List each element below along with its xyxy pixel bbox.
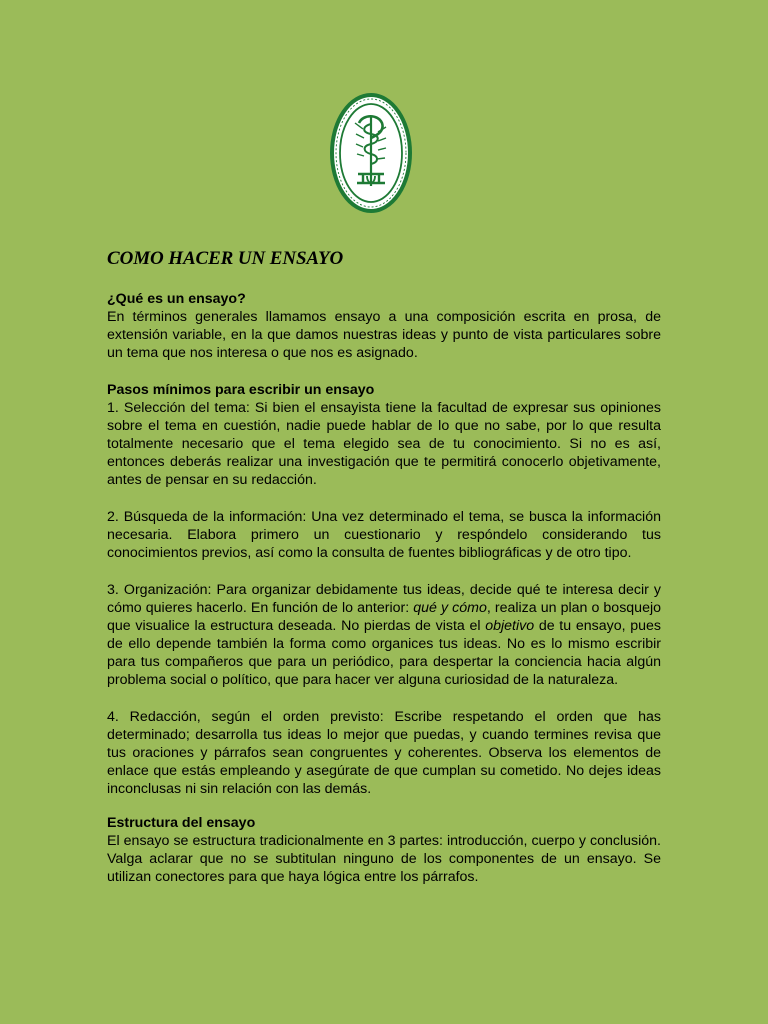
step-3-emphasis-que-y-como: qué y cómo xyxy=(413,600,487,616)
section-heading-essay-structure: Estructura del ensayo xyxy=(107,815,256,831)
step-4-paragraph: 4. Redacción, según el orden previsto: Escribe respetando el orden que has determinado; desarrolla tus ideas lo mejor que puedas, y cuando termines revisa que tus oraciones y párrafos sean congruentes y coherentes. Observa los elementos de enlace que estás empleando y asegúrate de que cumplan su cometido. No dejes ideas inconclusas ni sin relación con las demás. xyxy=(107,709,661,797)
step-3-text-part-3: de tu ensayo, pues de ello depende también la forma como organices tus ideas. No es lo mismo escribir para tus compañeros que para un periódico, para despertar la conciencia hacia algún problema social o político, que para hacer ver alguna curiosidad de la naturaleza. xyxy=(107,618,661,688)
step-3-paragraph xyxy=(107,581,661,689)
step-3-text-part-1: 3. Organización: Para organizar debidamente tus ideas, decide qué te interesa decir y cómo quieres hacerlo. En función de lo anterior: xyxy=(107,582,661,616)
structure-paragraph: El ensayo se estructura tradicionalmente en 3 partes: introducción, cuerpo y conclusión. Valga aclarar que no se subtitulan ninguno de los componentes de un ensayo. Se utilizan conectores para que haya lógica entre los párrafos. xyxy=(107,833,661,885)
document-content xyxy=(107,248,661,886)
step-1-paragraph: 1. Selección del tema: Si bien el ensayista tiene la facultad de expresar sus opiniones sobre el tema en cuestión, nadie puede hablar de lo que no sabe, por lo que resulta totalmente necesario que el tema elegido sea de tu conocimiento. Si no es así, entonces deberás realizar una investigación que te permitirá conocerlo objetivamente, antes de pensar en su redacción. xyxy=(107,400,661,488)
section-heading-what-is-essay: ¿Qué es un ensayo? xyxy=(107,291,246,307)
step-3-text-part-2: , realiza un plan o bosquejo que visualice la estructura deseada. No pierdas de vista el xyxy=(107,600,662,634)
step-2-paragraph: 2. Búsqueda de la información: Una vez determinado el tema, se busca la información necesaria. Elabora primero un cuestionario y respóndelo considerando tus conocimientos previos, así como la consulta de fuentes bibliográficas y de otro tipo. xyxy=(107,509,661,561)
section-heading-minimum-steps: Pasos mínimos para escribir un ensayo xyxy=(107,382,375,398)
step-3-emphasis-objetivo: objetivo xyxy=(485,618,535,634)
document-title: COMO HACER UN ENSAYO xyxy=(107,248,344,269)
definition-paragraph: En términos generales llamamos ensayo a una composición escrita en prosa, de extensión variable, en la que damos nuestras ideas y punto de vista particulares sobre un tema que nos interesa o que nos es asignado. xyxy=(107,309,661,361)
university-seal-icon xyxy=(329,92,413,214)
